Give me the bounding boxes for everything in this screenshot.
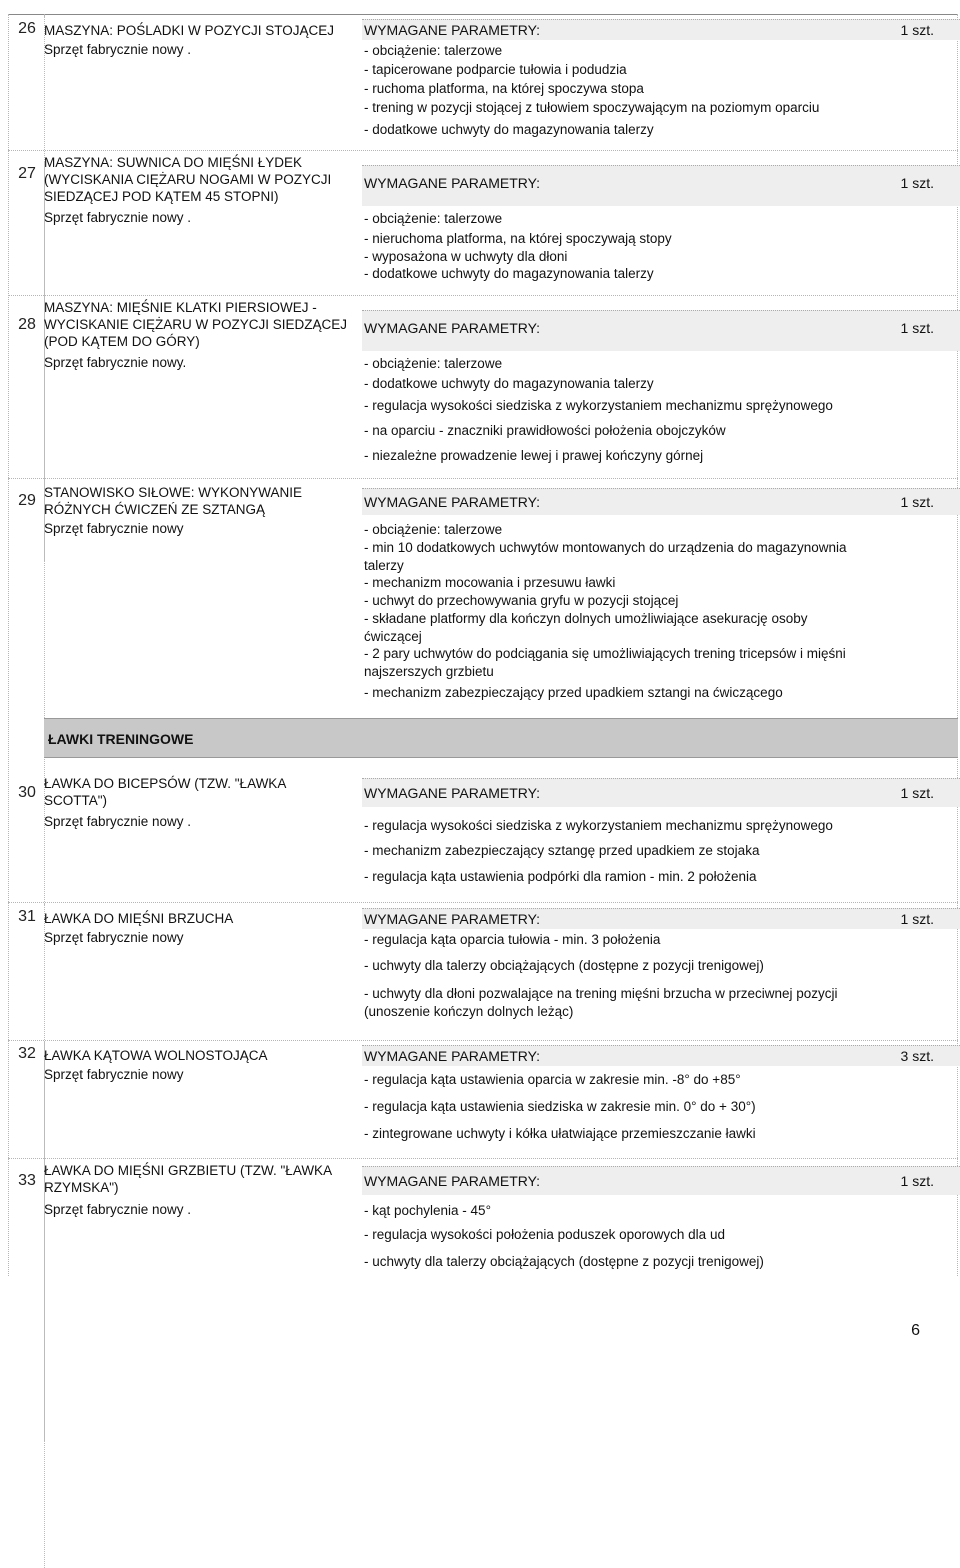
required-parameters-label: WYMAGANE PARAMETRY: xyxy=(364,22,541,38)
row-number: 32 xyxy=(8,1045,46,1063)
parameter-line: - ruchoma platforma, na której spoczywa stopa xyxy=(364,81,644,96)
row-divider xyxy=(8,902,958,903)
quantity: 1 szt. xyxy=(900,1173,934,1189)
row-divider xyxy=(8,150,958,151)
item-subtitle: Sprzęt fabrycznie nowy . xyxy=(44,1202,192,1217)
required-parameters-bar xyxy=(362,908,960,929)
item-title: ŁAWKA DO MIĘŚNI BRZUCHA xyxy=(44,911,234,926)
parameter-line: - regulacja kąta ustawienia podpórki dla ramion - min. 2 położenia xyxy=(364,869,757,884)
item-title: ŁAWKA DO BICEPSÓW (TZW. "ŁAWKA SCOTTA") xyxy=(44,776,286,808)
required-parameters-bar xyxy=(362,488,960,515)
item-title: ŁAWKA KĄTOWA WOLNOSTOJĄCA xyxy=(44,1048,268,1063)
required-parameters-bar xyxy=(362,1045,960,1066)
required-parameters-bar xyxy=(362,1166,960,1195)
parameter-line: - uchwyty dla talerzy obciążających (dostępne z pozycji trenigowej) xyxy=(364,958,764,973)
parameter-line: - 2 pary uchwytów do podciągania się umożliwiających trening tricepsów i mięśni najszerszych grzbietu xyxy=(364,646,846,679)
required-parameters-label: WYMAGANE PARAMETRY: xyxy=(364,175,541,191)
parameter-line: - obciążenie: talerzowe xyxy=(364,211,503,226)
item-title: MASZYNA: SUWNICA DO MIĘŚNI ŁYDEK (WYCISKANIA CIĘŻARU NOGAMI W POZYCJI SIEDZĄCEJ POD KĄTEM 45 STOPNI) xyxy=(44,155,332,204)
parameter-line: - na oparciu - znaczniki prawidłowości położenia obojczyków xyxy=(364,423,726,438)
row-number: 26 xyxy=(8,20,46,38)
item-subtitle: Sprzęt fabrycznie nowy . xyxy=(44,210,192,225)
parameter-line: - obciążenie: talerzowe xyxy=(364,522,503,537)
parameter-line: - regulacja kąta ustawienia oparcia w zakresie min. -8° do +85° xyxy=(364,1072,741,1087)
parameter-line: - tapicerowane podparcie tułowia i podudzia xyxy=(364,62,627,77)
parameter-line: - trening w pozycji stojącej z tułowiem spoczywającym na poziomym oparciu xyxy=(364,100,820,115)
parameter-line: - wyposażona w uchwyty dla dłoni xyxy=(364,249,568,264)
required-parameters-label: WYMAGANE PARAMETRY: xyxy=(364,1048,541,1064)
parameter-line: - regulacja wysokości położenia poduszek oporowych dla ud xyxy=(364,1227,725,1242)
parameter-line: - dodatkowe uchwyty do magazynowania talerzy xyxy=(364,376,654,391)
parameter-line: - mechanizm zabezpieczający przed upadkiem sztangi na ćwiczącego xyxy=(364,685,783,700)
parameter-line: - mechanizm zabezpieczający sztangę przed upadkiem ze stojaka xyxy=(364,843,760,858)
parameter-line: - regulacja kąta ustawienia siedziska w zakresie min. 0° do + 30°) xyxy=(364,1099,756,1114)
required-parameters-bar xyxy=(362,778,960,807)
item-title: ŁAWKA DO MIĘŚNI GRZBIETU (TZW. "ŁAWKA RZYMSKA") xyxy=(44,1163,332,1195)
quantity: 1 szt. xyxy=(900,320,934,336)
page-number: 6 xyxy=(911,1322,920,1339)
parameter-line: - uchwyty dla dłoni pozwalające na trening mięśni brzucha w przeciwnej pozycji (unoszenie kończyn dolnych leżąc) xyxy=(364,986,838,1019)
item-subtitle: Sprzęt fabrycznie nowy xyxy=(44,1067,184,1082)
item-title: STANOWISKO SIŁOWE: WYKONYWANIE RÓŻNYCH ĆWICZEŃ ZE SZTANGĄ xyxy=(44,485,303,517)
required-parameters-label: WYMAGANE PARAMETRY: xyxy=(364,1173,541,1189)
item-subtitle: Sprzęt fabrycznie nowy xyxy=(44,521,184,536)
parameter-line: - kąt pochylenia - 45° xyxy=(364,1203,491,1218)
row-number: 30 xyxy=(8,784,46,802)
parameter-line: - obciążenie: talerzowe xyxy=(364,43,503,58)
item-subtitle: Sprzęt fabrycznie nowy xyxy=(44,930,184,945)
required-parameters-label: WYMAGANE PARAMETRY: xyxy=(364,494,541,510)
required-parameters-bar xyxy=(362,310,960,351)
item-subtitle: Sprzęt fabrycznie nowy . xyxy=(44,814,192,829)
row-divider xyxy=(8,295,958,296)
row-number: 33 xyxy=(8,1172,46,1190)
quantity: 1 szt. xyxy=(900,785,934,801)
left-border xyxy=(8,14,9,1276)
parameter-line: - nieruchoma platforma, na której spoczywają stopy xyxy=(364,231,672,246)
parameter-line: - regulacja kąta oparcia tułowia - min. 3 położenia xyxy=(364,932,661,947)
required-parameters-label: WYMAGANE PARAMETRY: xyxy=(364,911,541,927)
parameter-line: - mechanizm mocowania i przesuwu ławki xyxy=(364,575,616,590)
row-divider xyxy=(8,478,958,479)
parameter-line: - uchwyty dla talerzy obciążających (dostępne z pozycji trenigowej) xyxy=(364,1254,764,1269)
section-title: ŁAWKI TRENINGOWE xyxy=(48,731,194,747)
parameter-line: - dodatkowe uchwyty do magazynowania talerzy xyxy=(364,122,654,137)
required-parameters-bar xyxy=(362,165,960,206)
quantity: 1 szt. xyxy=(900,494,934,510)
row-number: 28 xyxy=(8,316,46,334)
parameter-line: - regulacja wysokości siedziska z wykorzystaniem mechanizmu sprężynowego xyxy=(364,818,833,833)
quantity: 3 szt. xyxy=(900,1048,934,1064)
item-title: MASZYNA: MIĘŚNIE KLATKI PIERSIOWEJ - WYCISKANIE CIĘŻARU W POZYCJI SIEDZĄCEJ (POD KĄTEM DO GÓRY) xyxy=(44,300,348,349)
parameter-line: - składane platformy dla kończyn dolnych umożliwiające asekurację osoby ćwiczącej xyxy=(364,611,808,644)
parameter-line: - niezależne prowadzenie lewej i prawej kończyny górnej xyxy=(364,448,704,463)
parameter-line: - obciążenie: talerzowe xyxy=(364,356,503,371)
item-title: MASZYNA: POŚLADKI W POZYCJI STOJĄCEJ xyxy=(44,23,335,38)
row-divider xyxy=(8,1158,958,1159)
required-parameters-label: WYMAGANE PARAMETRY: xyxy=(364,785,541,801)
item-subtitle: Sprzęt fabrycznie nowy. xyxy=(44,355,187,370)
parameter-line: - min 10 dodatkowych uchwytów montowanych do urządzenia do magazynownia talerzy xyxy=(364,540,847,573)
quantity: 1 szt. xyxy=(900,911,934,927)
required-parameters-bar xyxy=(362,19,960,40)
item-subtitle: Sprzęt fabrycznie nowy . xyxy=(44,42,192,57)
row-number: 29 xyxy=(8,492,46,510)
section-header xyxy=(44,718,958,758)
parameter-line: - regulacja wysokości siedziska z wykorzystaniem mechanizmu sprężynowego xyxy=(364,398,833,413)
parameter-line: - zintegrowane uchwyty i kółka ułatwiające przemieszczanie ławki xyxy=(364,1126,756,1141)
row-divider xyxy=(8,1040,958,1041)
parameter-line: - dodatkowe uchwyty do magazynowania talerzy xyxy=(364,266,654,281)
required-parameters-label: WYMAGANE PARAMETRY: xyxy=(364,320,541,336)
row-number: 31 xyxy=(8,908,46,926)
quantity: 1 szt. xyxy=(900,22,934,38)
row-number: 27 xyxy=(8,165,46,183)
parameter-line: - uchwyt do przechowywania gryfu w pozycji stojącej xyxy=(364,593,679,608)
quantity: 1 szt. xyxy=(900,175,934,191)
top-border xyxy=(8,14,958,15)
